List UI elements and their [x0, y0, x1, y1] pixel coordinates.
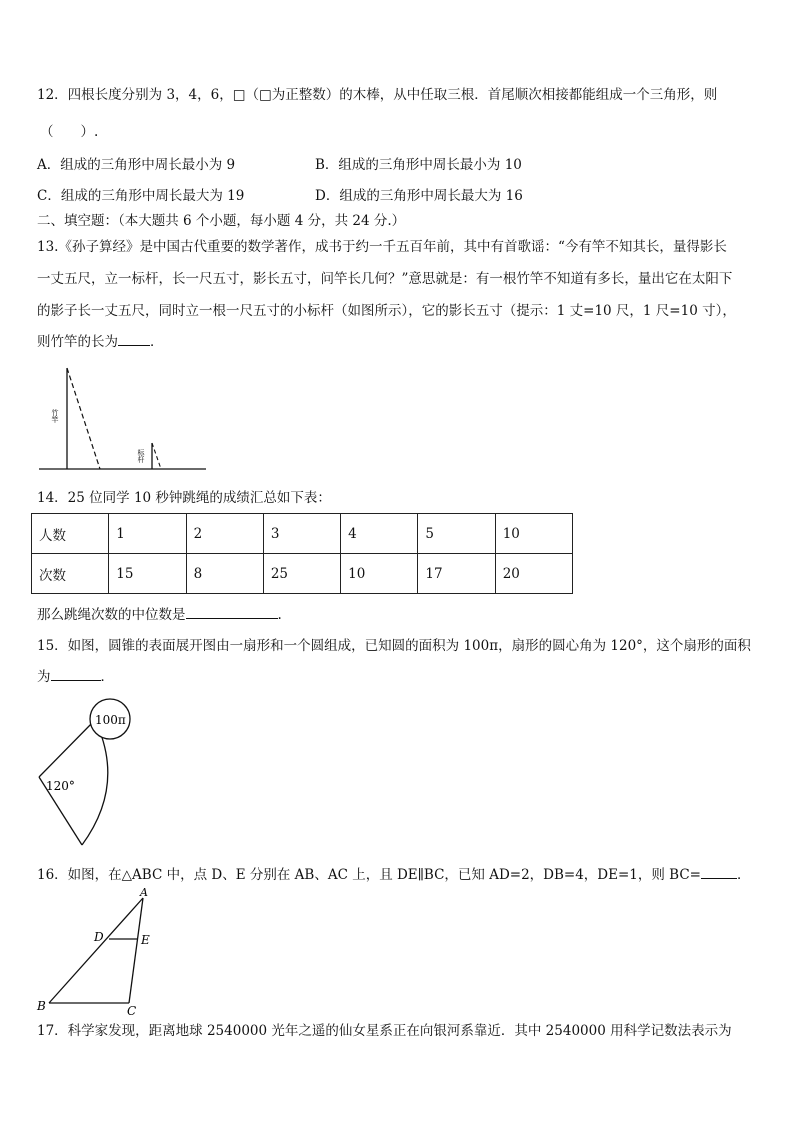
stick-shadow-ray [152, 443, 161, 469]
q16-answer-blank[interactable] [701, 866, 737, 879]
vertex-a-label: A [140, 886, 148, 899]
table-cell: 人数 [32, 514, 109, 554]
q15-line-1: 15．如图，圆锥的表面展开图由一扇形和一个圆组成，已知圆的面积为 100π，扇形的圆心角为 120°，这个扇形的面积 [37, 638, 751, 654]
vertex-c-label: C [127, 1004, 137, 1018]
q14-answer-blank[interactable] [186, 606, 278, 619]
stick-label: 标杆 [137, 449, 145, 463]
q17-line-1: 17．科学家发现，距离地球 2540000 光年之遥的仙女星系正在向银河系靠近．其中 2540000 用科学记数法表示为 [37, 1023, 732, 1039]
table-cell: 2 [186, 514, 263, 554]
table-cell: 8 [186, 554, 263, 594]
table-cell: 17 [418, 554, 495, 594]
side-ac [129, 898, 143, 1003]
sector-arc [82, 720, 108, 845]
q13-line-2: 一丈五尺，立一标杆，长一尺五寸，影长五寸，问竿长几何？”意思就是：有一根竹竿不知道有多长，量出它在太阳下 [37, 271, 733, 287]
point-d-label: D [94, 930, 104, 944]
table-cell: 25 [263, 554, 340, 594]
q15-line-2: 为 ． [37, 669, 114, 685]
q13-answer-blank[interactable] [118, 333, 150, 346]
circle-area-label: 100π [95, 713, 126, 727]
q13-line-4: 则竹竿的长为 ． [37, 334, 164, 350]
q12-option-d: D．组成的三角形中周长最大为 16 [315, 188, 523, 204]
q15-figure [34, 700, 144, 852]
table-cell: 10 [495, 514, 572, 554]
score-table [31, 513, 573, 594]
q12-option-b: B．组成的三角形中周长最小为 10 [315, 157, 522, 173]
table-cell: 3 [263, 514, 340, 554]
q13-ask: 则竹竿的长为 [37, 334, 118, 350]
side-ab [49, 898, 143, 1003]
q15-answer-blank[interactable] [51, 668, 101, 681]
central-angle-label: 120° [46, 779, 75, 793]
q12-answer-paren: （ ）. [40, 124, 99, 140]
q12-stem: 12．四根长度分别为 3，4，6，□（□为正整数）的木棒，从中任取三根．首尾顺次相接都能组成一个三角形，则 [37, 87, 718, 103]
table-row [32, 554, 573, 594]
section-fill-in-heading: 二、填空题：（本大题共 6 个小题，每小题 4 分，共 24 分.） [37, 213, 406, 229]
q12-option-c: C．组成的三角形中周长最大为 19 [37, 188, 245, 204]
q14-question: 那么跳绳次数的中位数是 . [37, 607, 282, 623]
table-row [32, 514, 573, 554]
q13-line-1: 13.《孙子算经》是中国古代重要的数学著作，成书于约一千五百年前，其中有首歌谣：“今有竿不知其长，量得影长 [37, 239, 727, 255]
vertex-b-label: B [37, 999, 46, 1013]
table-cell: 20 [495, 554, 572, 594]
table-cell: 1 [109, 514, 186, 554]
table-cell: 10 [341, 554, 418, 594]
q13-figure [36, 365, 211, 475]
pole-shadow-ray [67, 368, 100, 469]
q16-line-1: 16．如图，在△ABC 中，点 D、E 分别在 AB、AC 上，且 DE∥BC，已知 AD=2，DB=4，DE=1，则 BC= ． [37, 867, 751, 883]
sector-radius-upper [39, 720, 95, 777]
pole-label: 竹竿 [51, 409, 59, 423]
q16-figure [36, 888, 156, 1016]
q13-line-3: 的影子长一丈五尺，同时立一根一尺五寸的小标杆（如图所示），它的影长五寸（提示：1 丈=10 尺，1 尺=10 寸）， [37, 303, 736, 319]
table-cell: 15 [109, 554, 186, 594]
table-cell: 5 [418, 514, 495, 554]
q14-intro: 14．25 位同学 10 秒钟跳绳的成绩汇总如下表： [37, 490, 331, 506]
q12-option-a: A．组成的三角形中周长最小为 9 [37, 157, 236, 173]
table-cell: 4 [341, 514, 418, 554]
point-e-label: E [141, 933, 150, 947]
table-cell: 次数 [32, 554, 109, 594]
